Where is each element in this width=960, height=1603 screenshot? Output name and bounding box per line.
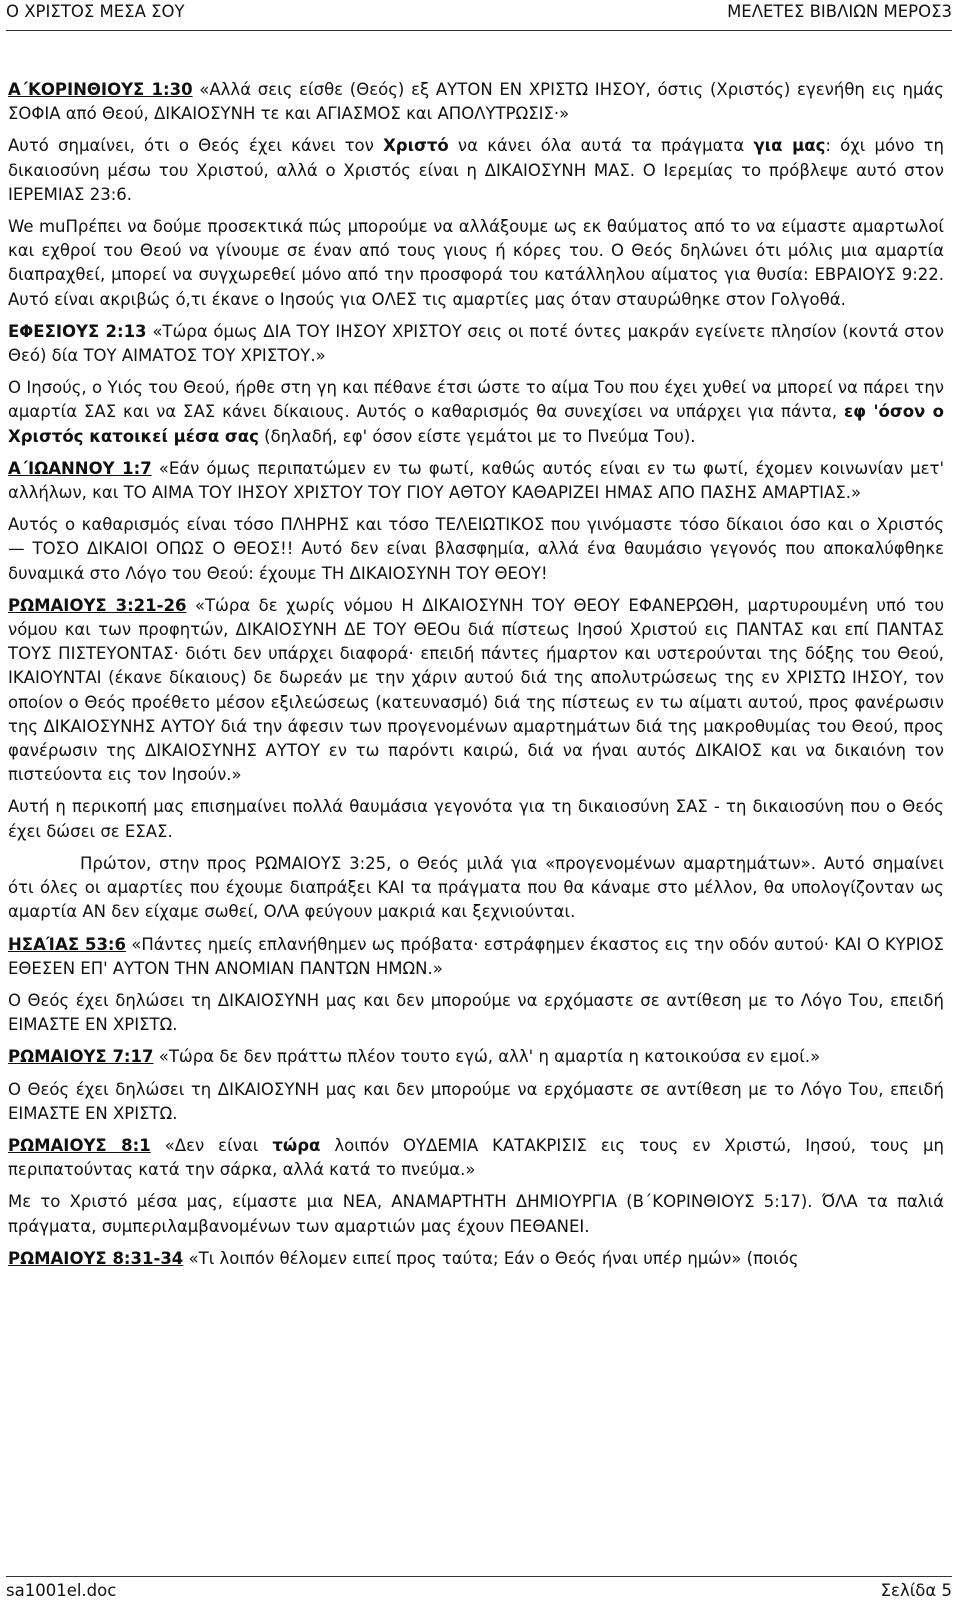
page-footer bbox=[6, 1576, 952, 1603]
scripture-quote: «Αλλά σεις είσθε (Θεός) εξ ΑΥΤΟΝ ΕΝ ΧΡΙΣΤΩ ΙΗΣΟΥ, όστις (Χριστός) εγενήθη εις ημάς ΣΟΦΙΑ από Θεού, ΔΙΚΑΙΟΣΥΝΗ τε και ΑΓΙΑΣΜΟΣ και ΑΠΟΛΥΤΡΩΣΙΣ·» bbox=[8, 80, 944, 124]
text-run: Αυτό σημαίνει, ότι ο Θεός έχει κάνει τον bbox=[8, 136, 384, 156]
text-run: λοιπόν ΟΥΔΕΜΙΑ ΚΑΤΑΚΡΙΣΙΣ εις τους εν Χριστώ, Ιησού, τους μη περιπατούντας κατά την σάρκα, αλλά κατά το πνεύμα.» bbox=[8, 1135, 945, 1180]
paragraph-2 bbox=[8, 134, 944, 207]
text-run: να κάνει όλα αυτά τα πράγματα bbox=[448, 136, 754, 156]
header-title-right: ΜΕΛΕΤΕΣ ΒΙΒΛΙΩΝ ΜΕΡΟΣ3 bbox=[727, 2, 952, 21]
scripture-ref: Α΄ΙΩΑΝΝΟΥ 1:7 bbox=[8, 458, 152, 478]
header-title-left: Ο ΧΡΙΣΤΟΣ ΜΕΣΑ ΣΟΥ bbox=[6, 2, 185, 21]
scripture-quote: «Τώρα δε δεν πράττω πλέον τουτο εγώ, αλλ' η αμαρτία η κατοικούσα εν εμοί.» bbox=[153, 1047, 821, 1067]
paragraph-8 bbox=[8, 594, 944, 788]
scripture-ref: ΡΩΜΑΙΟΥΣ 8:31-34 bbox=[8, 1248, 184, 1268]
paragraph-15 bbox=[8, 1134, 944, 1182]
scripture-ref: ΡΩΜΑΙΟΥΣ 8:1 bbox=[8, 1135, 151, 1155]
scripture-quote: «Εάν όμως περιπατώμεν εν τω φωτί, καθώς αυτός είναι εν τω φωτί, έχομεν κοινωνίαν μετ' αλλήλων, και ΤΟ ΑΙΜΑ ΤΟΥ ΙΗΣΟΥ ΧΡΙΣΤΟΥ ΤΟΥ ΓΙΟΥ ΑΘΤΟΥ ΚΑΘΑΡΙΖΕΙ ΗΜΑΣ ΑΠΟ ΠΑΣΗΣ ΑΜΑΡΤΙΑΣ.» bbox=[8, 458, 944, 503]
document-body bbox=[8, 78, 944, 1279]
scripture-ref: ΕΦΕΣΙΟΥΣ 2:13 bbox=[8, 321, 147, 341]
paragraph-12: Ο Θεός έχει δηλώσει τη ΔΙΚΑΙΟΣΥΝΗ μας και δεν μπορούμε να ερχόμαστε σε αντίθεση με το Λόγο Του, επειδή ΕΙΜΑΣΤΕ ΕΝ ΧΡΙΣΤΩ. bbox=[8, 990, 944, 1035]
paragraph-6 bbox=[8, 457, 944, 505]
footer-page-number: Σελίδα 5 bbox=[880, 1581, 952, 1600]
bold-text: τώρα bbox=[272, 1135, 321, 1155]
paragraph-13 bbox=[8, 1045, 944, 1069]
scripture-ref: Α΄ΚΟΡΙΝΘΙΟΥΣ 1:30 bbox=[8, 80, 193, 99]
scripture-quote: «Τι λοιπόν θέλομεν ειπεί προς ταύτα; Εάν ο Θεός ήναι υπέρ ημών» (ποιός bbox=[183, 1248, 799, 1268]
paragraph-17 bbox=[8, 1247, 944, 1271]
text-run: «Δεν είναι bbox=[150, 1135, 273, 1155]
paragraph-11 bbox=[8, 933, 944, 981]
footer-filename: sa1001el.doc bbox=[6, 1581, 117, 1600]
paragraph-1 bbox=[8, 78, 944, 126]
scripture-quote: «Τώρα δε χωρίς νόμου Η ΔΙΚΑΙΟΣΥΝΗ ΤΟΥ ΘΕΟΥ ΕΦΑΝΕΡΩΘΗ, μαρτυρουμένη υπό του νόμου και των προφητών, ΔΙΚΑΙΟΣΥΝΗ ΔΕ ΤΟΥ ΘΕΟu διά πίστεως Ιησού Χριστού εις ΠΑΝΤΑΣ και επί ΠΑΝΤΑΣ ΤΟΥΣ ΠΙΣΤΕΥΟΝΤΑΣ· διότι δεν υπάρχει διαφορά· επειδή πάντες ήμαρτον και υστερούνται της δόξης του Θεού, ΙΚΑΙΟΥΝΤΑΙ (έκανε δίκαιους) δε δωρεάν με την χάριν αυτού διά της απολυτρώσεως της εν ΧΡΙΣΤΩ ΙΗΣΟΥ, τον οποίον ο Θεός προέθετο μέσον εξιλεώσεως (κατευνασμό) διά της πίστεως εν τω αίματι αυτού, προς φανέρωσιν της ΔΙΚΑΙΟΣΥΝΗΣ ΑΥΤΟΥ διά την άφεσιν των προγενομένων αμαρτημάτων διά της μακροθυμίας του Θεού, προς φανέρωσιν της ΔΙΚΑΙΟΣΥΝΗΣ ΑΥΤΟΥ εν τω παρόντι καιρώ, διά να ήναι αυτός ΔΙΚΑΙΟΣ και να δικαιόνη τον πιστεύοντα εις τον Ιησούν.» bbox=[8, 595, 944, 785]
paragraph-10: Πρώτον, στην προς ΡΩΜΑΙΟΥΣ 3:25, ο Θεός μιλά για «προγενομένων αμαρτημάτων». Αυτό σημαίνει ότι όλες οι αμαρτίες που έχουμε διαπράξει ΚΑΙ τα πράγματα που θα κάναμε στο μέλλον, θα υπολογίζονταν ως αμαρτία ΑΝ δεν είχαμε σωθεί, ΟΛΑ φεύγουν μακριά και ξεχνιούνται. bbox=[8, 853, 944, 922]
paragraph-16: Με το Χριστό μέσα μας, είμαστε μια ΝΕΑ, ΑΝΑΜΑΡΤΗΤΗ ΔΗΜΙΟΥΡΓΙΑ (Β΄ΚΟΡΙΝΘΙΟΥΣ 5:17). Ό́ΛΑ τα παλιά πράγματα, συμπεριλαμβανομένων των αμαρτιών μας έχουν ΠΕΘΑΝΕΙ. bbox=[8, 1192, 944, 1236]
text-run: : όχι μόνο τη δικαιοσύνη μέσω του Χριστού, αλλά ο Χριστός είναι η ΔΙΚΑΙΟΣΥΝΗ ΜΑΣ. Ο Ιερεμίας το πρόβλεψε αυτό στον ΙΕΡΕΜΙΑΣ 23:6. bbox=[8, 136, 944, 204]
scripture-ref: ΡΩΜΑΙΟΥΣ 7:17 bbox=[8, 1047, 154, 1067]
paragraph-3: We muΠρέπει να δούμε προσεκτικά πώς μπορούμε να αλλάξουμε ως εκ θαύματος από το να είμαστε αμαρτωλοί και εχθροί του Θεού να γίνουμε σε έναν από τους γιους ή κόρες του. Ο Θεός δηλώνει ότι μόλις μια αμαρτία διαπραχθεί, μπορεί να συγχωρεθεί μόνο από την προσφορά του κατάλληλου αίματος για θυσία: ΕΒΡΑΙΟΥΣ 9:22. Αυτό είναι ακριβώς ό,τι έκανε ο Ιησούς για ΟΛΕΣ τις αμαρτίες μας όταν σταυρώθηκε στον Γολγοθά. bbox=[8, 217, 944, 309]
paragraph-7: Αυτός ο καθαρισμός είναι τόσο ΠΛΗΡΗΣ και τόσο ΤΕΛΕΙΩΤΙΚΟΣ που γινόμαστε τόσο δίκαιοι όσο και ο Χριστός — ΤΟΣΟ ΔΙΚΑΙΟΙ ΟΠΩΣ Ο ΘΕΟΣ!! Αυτό δεν είναι βλασφημία, αλλά ένα θαυμάσιο γεγονός που αποκαλύφθηκε δυναμικά στο Λόγο του Θεού: έχουμε ΤΗ ΔΙΚΑΙΟΣΥΝΗ ΤΟΥ ΘΕΟΥ! bbox=[8, 515, 944, 583]
paragraph-4 bbox=[8, 320, 944, 368]
bold-text: εφ 'όσον ο Χριστός κατοικεί μέσα σας bbox=[8, 402, 944, 446]
text-run: Ο Ιησούς, ο Υιός του Θεού, ήρθε στη γη και πέθανε έτσι ώστε το αίμα Του που έχει χυθεί να μπορεί να πάρει την αμαρτία ΣΑΣ και να ΣΑΣ κάνει δίκαιους. Αυτός ο καθαρισμός θα συνεχίσει να υπάρχει για πάντα, bbox=[8, 378, 944, 422]
paragraph-5 bbox=[8, 376, 944, 449]
scripture-ref: ΗΣΑΊΑΣ 53:6 bbox=[8, 934, 127, 954]
paragraph-9: Αυτή η περικοπή μας επισημαίνει πολλά θαυμάσια γεγονότα για τη δικαιοσύνη ΣΑΣ - τη δικαιοσύνη που ο Θεός έχει δώσει σε ΕΣΑΣ. bbox=[8, 797, 944, 841]
bold-text: Χριστό bbox=[383, 136, 449, 156]
scripture-ref: ΡΩΜΑΙΟΥΣ 3:21-26 bbox=[8, 595, 187, 615]
scripture-quote: «Πάντες ημείς επλανήθημεν ως πρόβατα· εστράφημεν έκαστος εις την οδόν αυτού· ΚΑΙ Ο ΚΥΡΙΟΣ ΕΘΕΣΕΝ ΕΠ' ΑΥΤΟΝ ΤΗΝ ΑΝΟΜΙΑΝ ΠΑΝΤΩΝ ΗΜΩΝ.» bbox=[8, 934, 944, 978]
page-header bbox=[6, 0, 952, 31]
paragraph-14: Ο Θεός έχει δηλώσει τη ΔΙΚΑΙΟΣΥΝΗ μας και δεν μπορούμε να ερχόμαστε σε αντίθεση με το Λόγο Του, επειδή ΕΙΜΑΣΤΕ ΕΝ ΧΡΙΣΤΩ. bbox=[8, 1079, 944, 1123]
scripture-quote: «Τώρα όμως ΔΙΑ ΤΟΥ ΙΗΣΟΥ ΧΡΙΣΤΟΥ σεις οι ποτέ όντες μακράν εγείνετε πλησίον (κοντά στον Θεό) δία ΤΟΥ ΑΙΜΑΤΟΣ ΤΟΥ ΧΡΙΣΤΟΥ.» bbox=[8, 321, 944, 366]
text-run: (δηλαδή, εφ' όσον είστε γεμάτοι με το Πνεύμα Του). bbox=[258, 426, 696, 446]
bold-text: για μας bbox=[753, 136, 826, 156]
